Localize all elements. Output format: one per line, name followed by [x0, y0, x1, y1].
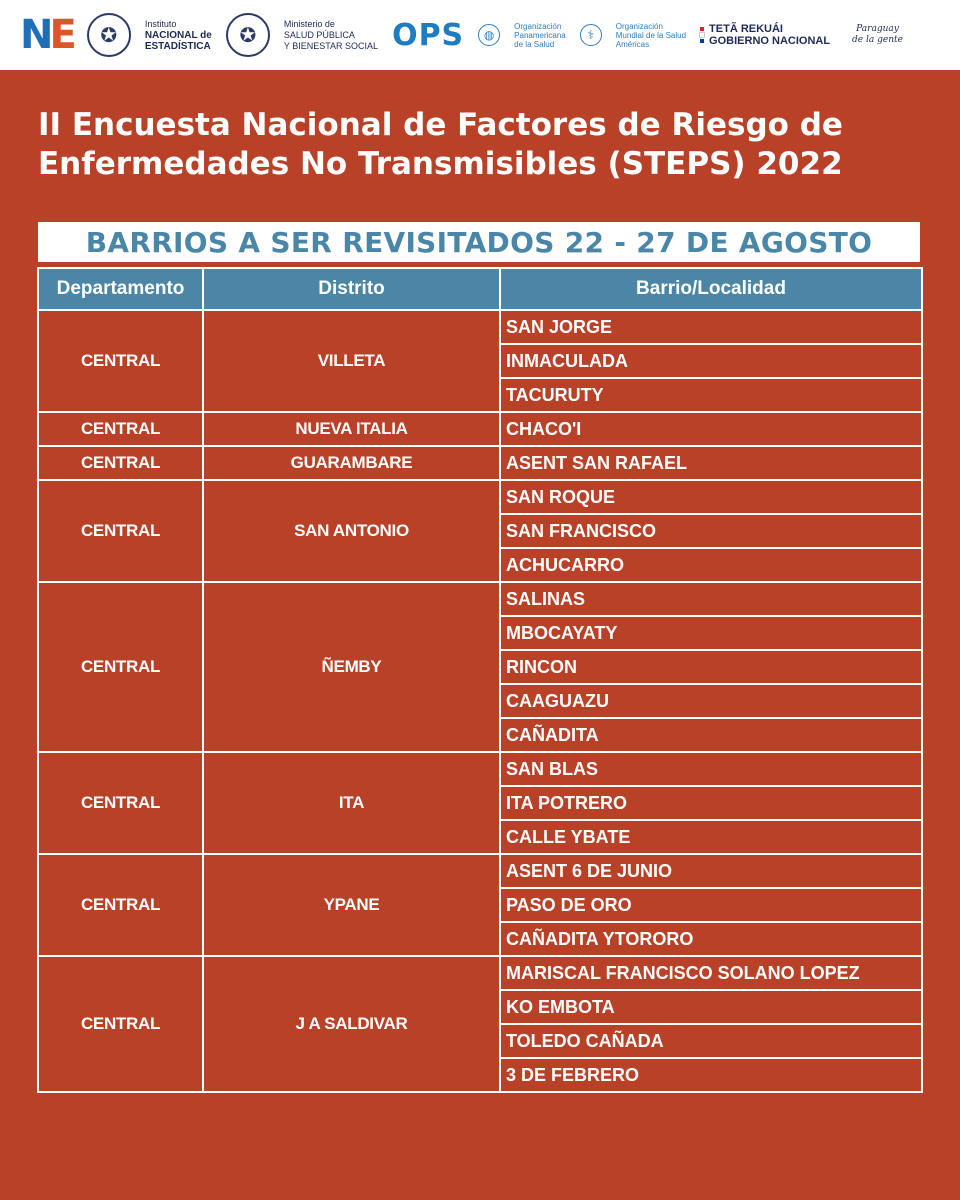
barrio-cell: CALLE YBATE [500, 820, 922, 854]
paho-globe-icon: ◍ [478, 24, 500, 46]
barrio-cell: ASENT 6 DE JUNIO [500, 854, 922, 888]
departamento-cell: CENTRAL [38, 310, 203, 412]
table-header-row [38, 268, 922, 310]
ops-org-text [514, 22, 566, 49]
table-row [38, 956, 922, 990]
barrio-cell: SAN BLAS [500, 752, 922, 786]
gobierno-line1: TETÃ REKUÁI [709, 23, 783, 35]
departamento-cell: CENTRAL [38, 412, 203, 446]
barrio-cell: CAÑADITA YTORORO [500, 922, 922, 956]
distrito-cell: NUEVA ITALIA [203, 412, 500, 446]
barrios-table-wrap [37, 267, 921, 1093]
ops-org-line2: Panamericana [514, 30, 566, 40]
departamento-cell: CENTRAL [38, 854, 203, 956]
title-line2: Enfermedades No Transmisibles (STEPS) 2022 [38, 146, 843, 182]
departamento-cell: CENTRAL [38, 446, 203, 480]
oms-org-text [616, 22, 686, 49]
oms-org-line1: Organización [615, 21, 663, 31]
barrio-cell: TACURUTY [500, 378, 922, 412]
who-emblem-icon: ⚕ [580, 24, 602, 46]
barrio-cell: MARISCAL FRANCISCO SOLANO LOPEZ [500, 956, 922, 990]
table-row [38, 582, 922, 616]
table-row [38, 310, 922, 344]
barrio-cell: ITA POTRERO [500, 786, 922, 820]
table-row [38, 480, 922, 514]
barrio-cell: 3 DE FEBRERO [500, 1058, 922, 1092]
table-row [38, 412, 922, 446]
distrito-cell: J A SALDIVAR [203, 956, 500, 1092]
paraguay-line1: Paraguay [856, 24, 899, 34]
table-row [38, 854, 922, 888]
departamento-cell: CENTRAL [38, 956, 203, 1092]
barrio-cell: SAN FRANCISCO [500, 514, 922, 548]
header-distrito: Distrito [203, 268, 500, 310]
barrio-cell: RINCON [500, 650, 922, 684]
table-row [38, 446, 922, 480]
ine-line2: NACIONAL de [144, 29, 212, 41]
departamento-cell: CENTRAL [38, 752, 203, 854]
distrito-cell: ÑEMBY [203, 582, 500, 752]
distrito-cell: ITA [203, 752, 500, 854]
ops-logo: OPS [392, 17, 465, 53]
national-seal-icon: ✪ [87, 13, 131, 57]
ine-logo-text [145, 19, 212, 52]
barrio-cell: CHACO'I [500, 412, 922, 446]
oms-org-line3: Américas [615, 39, 650, 49]
header-departamento: Departamento [38, 268, 203, 310]
barrio-cell: SALINAS [500, 582, 922, 616]
barrio-cell: SAN ROQUE [500, 480, 922, 514]
page-title [38, 106, 938, 184]
gobierno-line2: GOBIERNO NACIONAL [709, 35, 831, 47]
barrio-cell: TOLEDO CAÑADA [500, 1024, 922, 1058]
flag-mark-icon [700, 27, 704, 43]
ops-org-line3: de la Salud [514, 39, 555, 49]
departamento-cell: CENTRAL [38, 480, 203, 582]
barrio-cell: SAN JORGE [500, 310, 922, 344]
barrio-cell: ACHUCARRO [500, 548, 922, 582]
gobierno-logo [700, 23, 830, 47]
logo-bar [0, 0, 960, 70]
barrio-cell: CAÑADITA [500, 718, 922, 752]
paraguay-logo [852, 24, 903, 46]
ops-org-line1: Organización [514, 21, 562, 31]
title-line1: II Encuesta Nacional de Factores de Riesgo de [38, 107, 843, 143]
ministerio-line2: SALUD PÚBLICA [283, 29, 355, 40]
ine-line3: ESTADÍSTICA [144, 40, 211, 52]
distrito-cell: GUARAMBARE [203, 446, 500, 480]
barrio-cell: INMACULADA [500, 344, 922, 378]
barrio-cell: MBOCAYATY [500, 616, 922, 650]
ministerio-logo-text [284, 19, 378, 52]
barrio-cell: PASO DE ORO [500, 888, 922, 922]
barrio-cell: CAAGUAZU [500, 684, 922, 718]
table-body [38, 310, 922, 1092]
barrio-cell: ASENT SAN RAFAEL [500, 446, 922, 480]
ministerio-line1: Ministerio de [283, 18, 335, 29]
ministry-seal-icon: ✪ [226, 13, 270, 57]
ministerio-line3: Y BIENESTAR SOCIAL [283, 40, 379, 51]
distrito-cell: YPANE [203, 854, 500, 956]
paraguay-line2: de la gente [852, 35, 903, 45]
ne-logo [20, 12, 73, 58]
header-barrio: Barrio/Localidad [500, 268, 922, 310]
ine-line1: Instituto [144, 18, 177, 29]
ne-logo-n: N [20, 12, 50, 58]
barrios-table [37, 267, 923, 1093]
departamento-cell: CENTRAL [38, 582, 203, 752]
distrito-cell: VILLETA [203, 310, 500, 412]
table-row [38, 752, 922, 786]
ne-logo-e: E [49, 12, 73, 58]
distrito-cell: SAN ANTONIO [203, 480, 500, 582]
barrio-cell: KO EMBOTA [500, 990, 922, 1024]
oms-org-line2: Mundial de la Salud [615, 30, 687, 40]
dates-banner: BARRIOS A SER REVISITADOS 22 - 27 DE AGOSTO [38, 222, 920, 262]
